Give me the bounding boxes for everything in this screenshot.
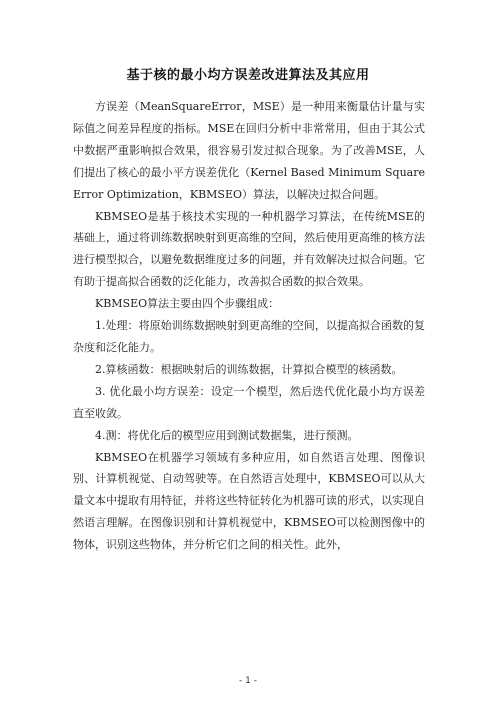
paragraph-steps-intro: KBMSEO算法主要由四个步骤组成： — [95, 297, 280, 311]
paragraph-kbmseo-overview: KBMSEO是基于核技术实现的一种机器学习算法，在传统MSE的基础上，通过将训练数据映射到更高维的空间，然后使用更高维的核方法进行模型拟合，以避免数据维度过多的问题，并有效解决过拟合问题。它有助于提高拟合函数的泛化能力，改善拟合函数的拟合效果。 — [73, 209, 425, 289]
paragraph-mse-intro: 方误差（MeanSquareError，MSE）是一种用来衡量估计量与实际值之间差异程度的指标。MSE在回归分析中非常常用，但由于其公式中数据严重影响拟合效果，很容易引发过拟合现象。为了改善MSE，人们提出了核心的最小平方误差优化（Kernel Based Minimum Square Error Optimization，KBMSEO）算法，以解决过拟合问题。 — [73, 100, 425, 201]
paragraph-step-4: 4.测：将优化后的模型应用到测试数据集，进行预测。 — [95, 428, 359, 442]
document-body — [73, 96, 425, 556]
paragraph-step-3: 3. 优化最小均方误差：设定一个模型，然后迭代优化最小均方误差直至收敛。 — [73, 384, 425, 420]
paragraph-applications: KBMSEO在机器学习领域有多种应用，如自然语言处理、图像识别、计算机视觉、自动驾驶等。在自然语言处理中，KBMSEO可以从大量文本中提取有用特征，并将这些特征转化为机器可读的形式，以实现自然语言理解。在图像识别和计算机视觉中，KBMSEO可以检测图像中的物体，识别这些物体，并分析它们之间的相关性。此外， — [73, 450, 425, 552]
paragraph-step-1: 1.处理：将原始训练数据映射到更高维的空间，以提高拟合函数的复杂度和泛化能力。 — [73, 319, 425, 354]
document-title: 基于核的最小均方误差改进算法及其应用 — [126, 68, 370, 83]
page-number: - 1 - — [239, 676, 257, 686]
paragraph-step-2: 2.算核函数：根据映射后的训练数据，计算拟合模型的核函数。 — [95, 362, 403, 376]
